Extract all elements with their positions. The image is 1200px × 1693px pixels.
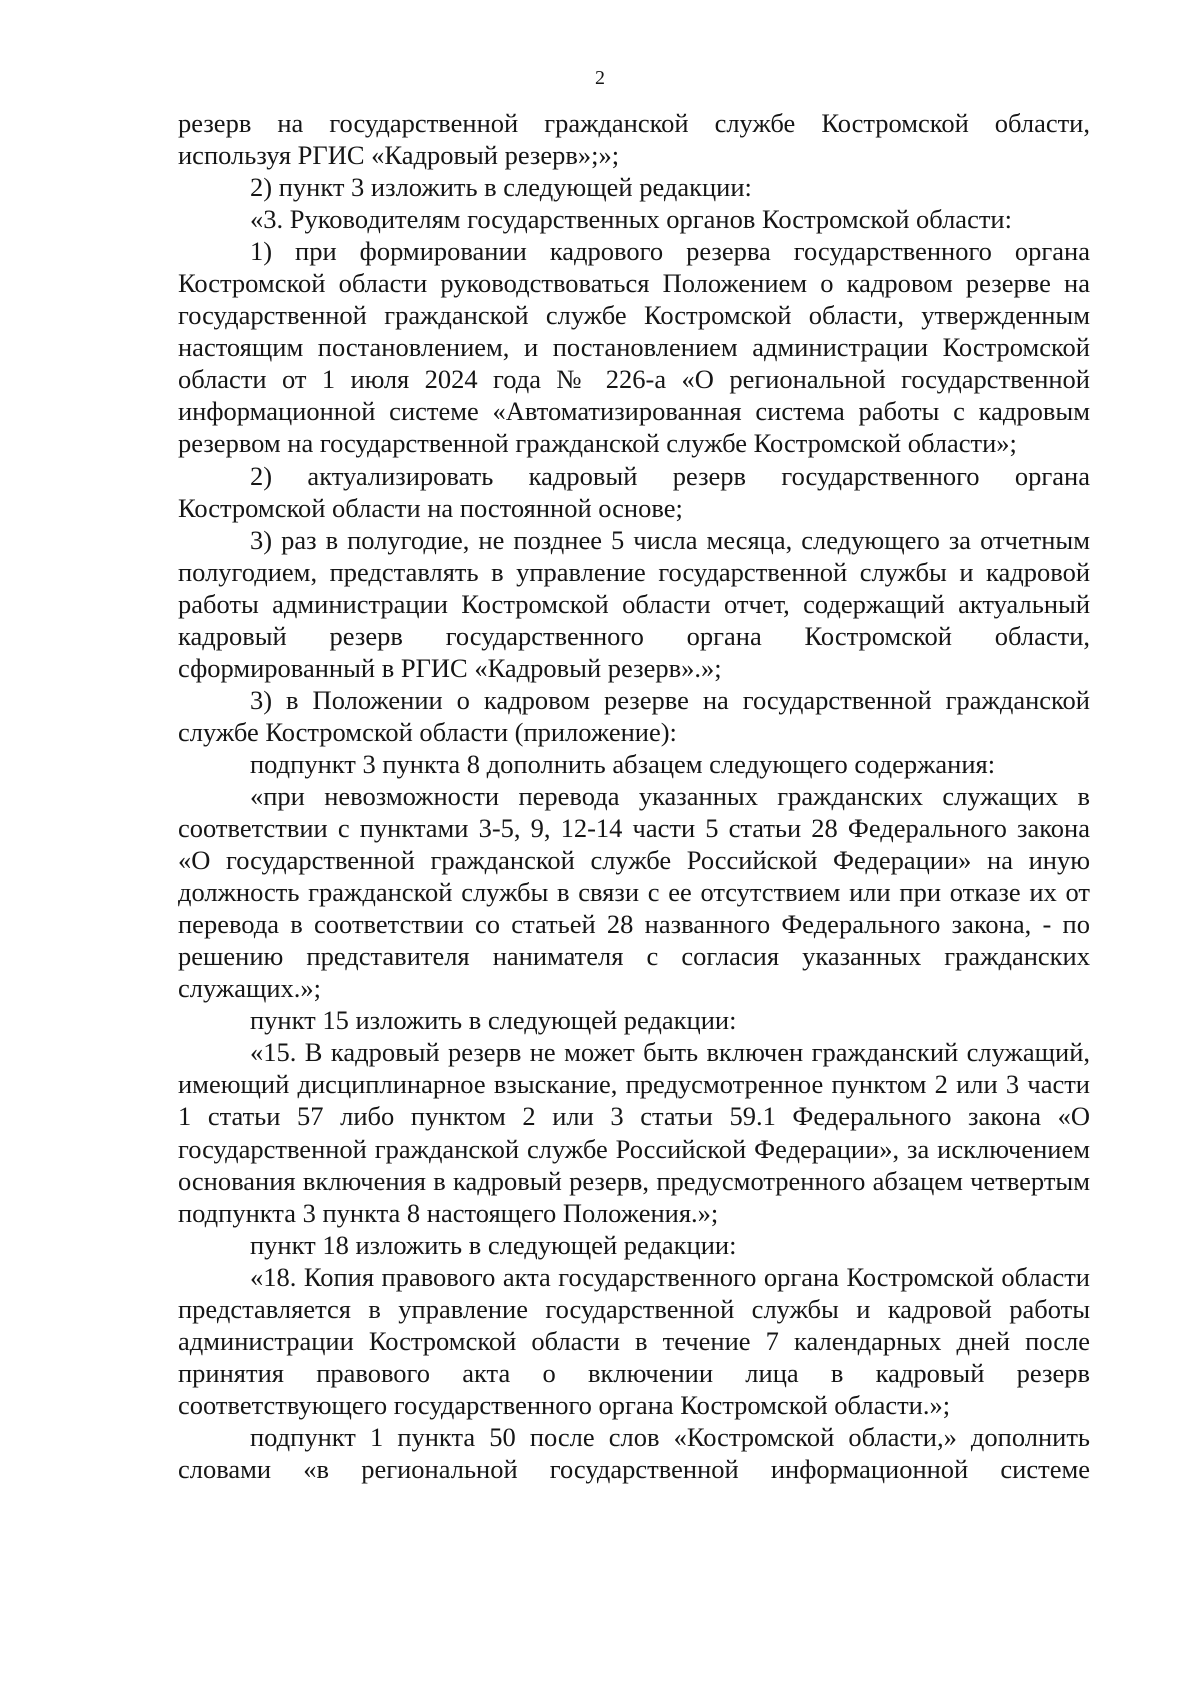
paragraph-12: пункт 18 изложить в следующей редакции: [250, 1229, 737, 1260]
paragraph-13: «18. Копия правового акта государственного органа Костромской области представляется в управление государственной службы и кадровой работы администрации Костромской области в течение 7 календарных дней после принятия правового акта о включении лица в кадровый резерв соответствующего государственного органа Костромской области.»; [178, 1261, 1090, 1420]
paragraph-1: резерв на государственной гражданской службе Костромской области, используя РГИС «Кадровый резерв»;»; [178, 108, 1090, 171]
paragraph-14: подпункт 1 пункта 50 после слов «Костромской области,» дополнить словами «в региональной государственной информационной системе [178, 1421, 1090, 1484]
paragraph-6: 3) раз в полугодие, не позднее 5 числа месяца, следующего за отчетным полугодием, представлять в управление государственной службы и кадровой работы администрации Костромской области отчет, содержащий актуальный кадровый резерв государственного органа Костромской области, сформированный в РГИС «Кадровый резерв».»; [178, 524, 1090, 683]
paragraph-10: пункт 15 изложить в следующей редакции: [250, 1005, 737, 1036]
document-body [178, 107, 1090, 1485]
page-number: 2 [595, 67, 605, 89]
paragraph-8: подпункт 3 пункта 8 дополнить абзацем следующего содержания: [250, 748, 996, 779]
paragraph-5: 2) актуализировать кадровый резерв государственного органа Костромской области на постоянной основе; [178, 460, 1090, 523]
paragraph-4: 1) при формировании кадрового резерва государственного органа Костромской области руководствоваться Положением о кадровом резерве на государственной гражданской службе Костромской области, утвержденным настоящим постановлением, и постановлением администрации Костромской области от 1 июля 2024 года № 226-а «О региональной государственной информационной системе «Автоматизированная система работы с кадровым резервом на государственной гражданской службе Костромской области»; [178, 236, 1090, 459]
paragraph-7: 3) в Положении о кадровом резерве на государственной гражданской службе Костромской области (приложение): [178, 684, 1090, 747]
paragraph-3: «3. Руководителям государственных органов Костромской области: [250, 204, 1012, 235]
paragraph-2: 2) пункт 3 изложить в следующей редакции: [250, 172, 752, 203]
paragraph-11: «15. В кадровый резерв не может быть включен гражданский служащий, имеющий дисциплинарное взыскание, предусмотренное пунктом 2 или 3 части 1 статьи 57 либо пунктом 2 или 3 статьи 59.1 Федерального закона «О государственной гражданской службе Российской Федерации», за исключением основания включения в кадровый резерв, предусмотренного абзацем четвертым подпункта 3 пункта 8 настоящего Положения.»; [178, 1037, 1090, 1228]
paragraph-9: «при невозможности перевода указанных гражданских служащих в соответствии с пунктами 3-5, 9, 12-14 части 5 статьи 28 Федерального закона «О государственной гражданской службе Российской Федерации» на иную должность гражданской службы в связи с ее отсутствием или при отказе их от перевода в соответствии со статьей 28 названного Федерального закона, - по решению представителя нанимателя с согласия указанных гражданских служащих.»; [178, 780, 1090, 1004]
